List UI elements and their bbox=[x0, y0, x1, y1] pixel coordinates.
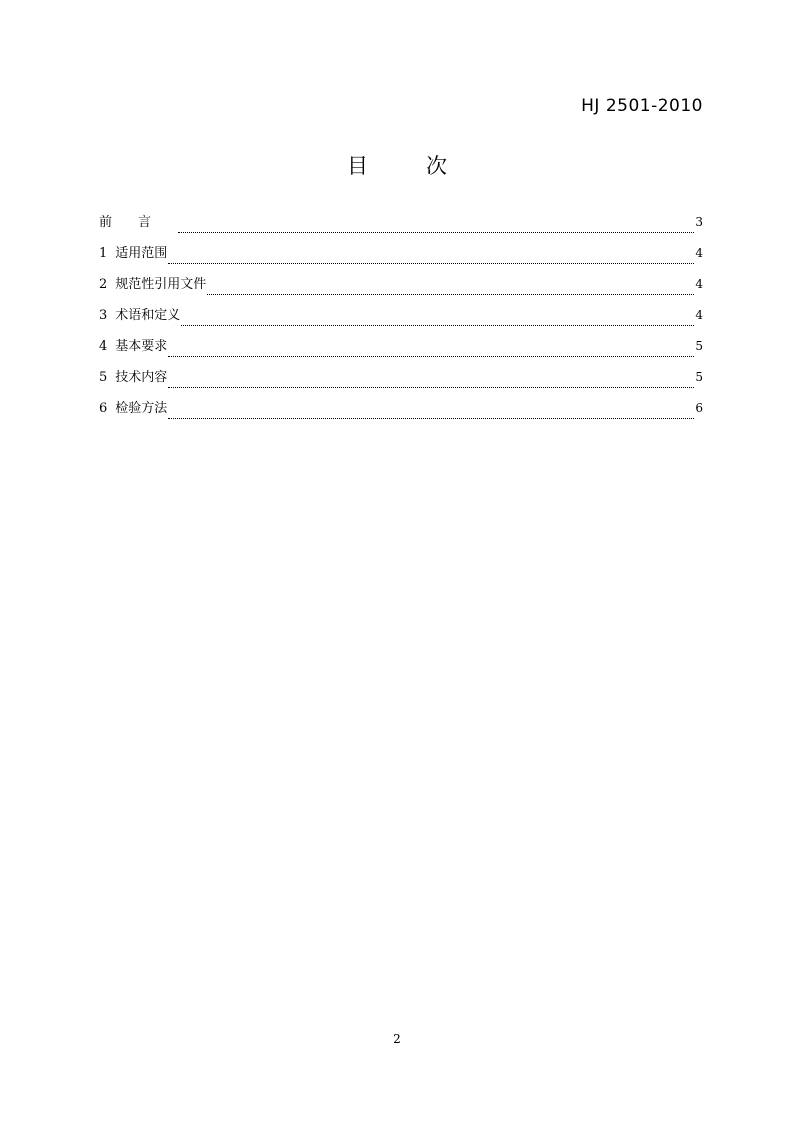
toc-entry-foreword[interactable] bbox=[99, 212, 703, 243]
toc-entry-page: 5 bbox=[695, 339, 703, 353]
toc-entry-number: 1 bbox=[99, 246, 108, 261]
dot-leader bbox=[178, 231, 694, 233]
table-of-contents bbox=[99, 212, 703, 429]
toc-entry-page: 5 bbox=[695, 370, 703, 384]
toc-entry-test-methods[interactable] bbox=[99, 398, 703, 429]
toc-entry-number: 3 bbox=[99, 308, 108, 323]
toc-entry-page: 4 bbox=[695, 246, 703, 260]
toc-entry-text: 检验方法 bbox=[115, 401, 168, 416]
toc-entry-page: 6 bbox=[695, 401, 703, 415]
toc-entry-page: 4 bbox=[695, 277, 703, 291]
dot-leader bbox=[168, 262, 694, 264]
toc-entry-text: 适用范围 bbox=[115, 246, 168, 261]
toc-entry-number: 2 bbox=[99, 277, 108, 292]
dot-leader bbox=[168, 355, 694, 357]
dot-leader bbox=[168, 417, 694, 419]
dot-leader bbox=[181, 324, 694, 326]
toc-entry-technical-content[interactable] bbox=[99, 367, 703, 398]
toc-entry-page: 4 bbox=[695, 308, 703, 322]
page-number: 2 bbox=[393, 1032, 401, 1046]
toc-entry-number: 4 bbox=[99, 339, 108, 354]
dot-leader bbox=[168, 386, 694, 388]
toc-entry-terms-definitions[interactable] bbox=[99, 305, 703, 336]
toc-title bbox=[0, 150, 794, 180]
toc-entry-number: 5 bbox=[99, 370, 108, 385]
toc-title-char-1: 目 bbox=[347, 154, 368, 178]
toc-entry-text: 术语和定义 bbox=[115, 308, 181, 323]
toc-entry-text: 前言 bbox=[99, 215, 178, 230]
toc-entry-normative-references[interactable] bbox=[99, 274, 703, 305]
toc-entry-text: 基本要求 bbox=[115, 339, 168, 354]
toc-entry-basic-requirements[interactable] bbox=[99, 336, 703, 367]
toc-entry-text: 规范性引用文件 bbox=[115, 277, 207, 292]
toc-entry-page: 3 bbox=[695, 215, 703, 229]
toc-entry-number: 6 bbox=[99, 401, 108, 416]
toc-title-char-2: 次 bbox=[426, 154, 447, 178]
toc-entry-scope[interactable] bbox=[99, 243, 703, 274]
standard-code: HJ 2501-2010 bbox=[581, 96, 703, 116]
toc-entry-text: 技术内容 bbox=[115, 370, 168, 385]
dot-leader bbox=[207, 293, 694, 295]
